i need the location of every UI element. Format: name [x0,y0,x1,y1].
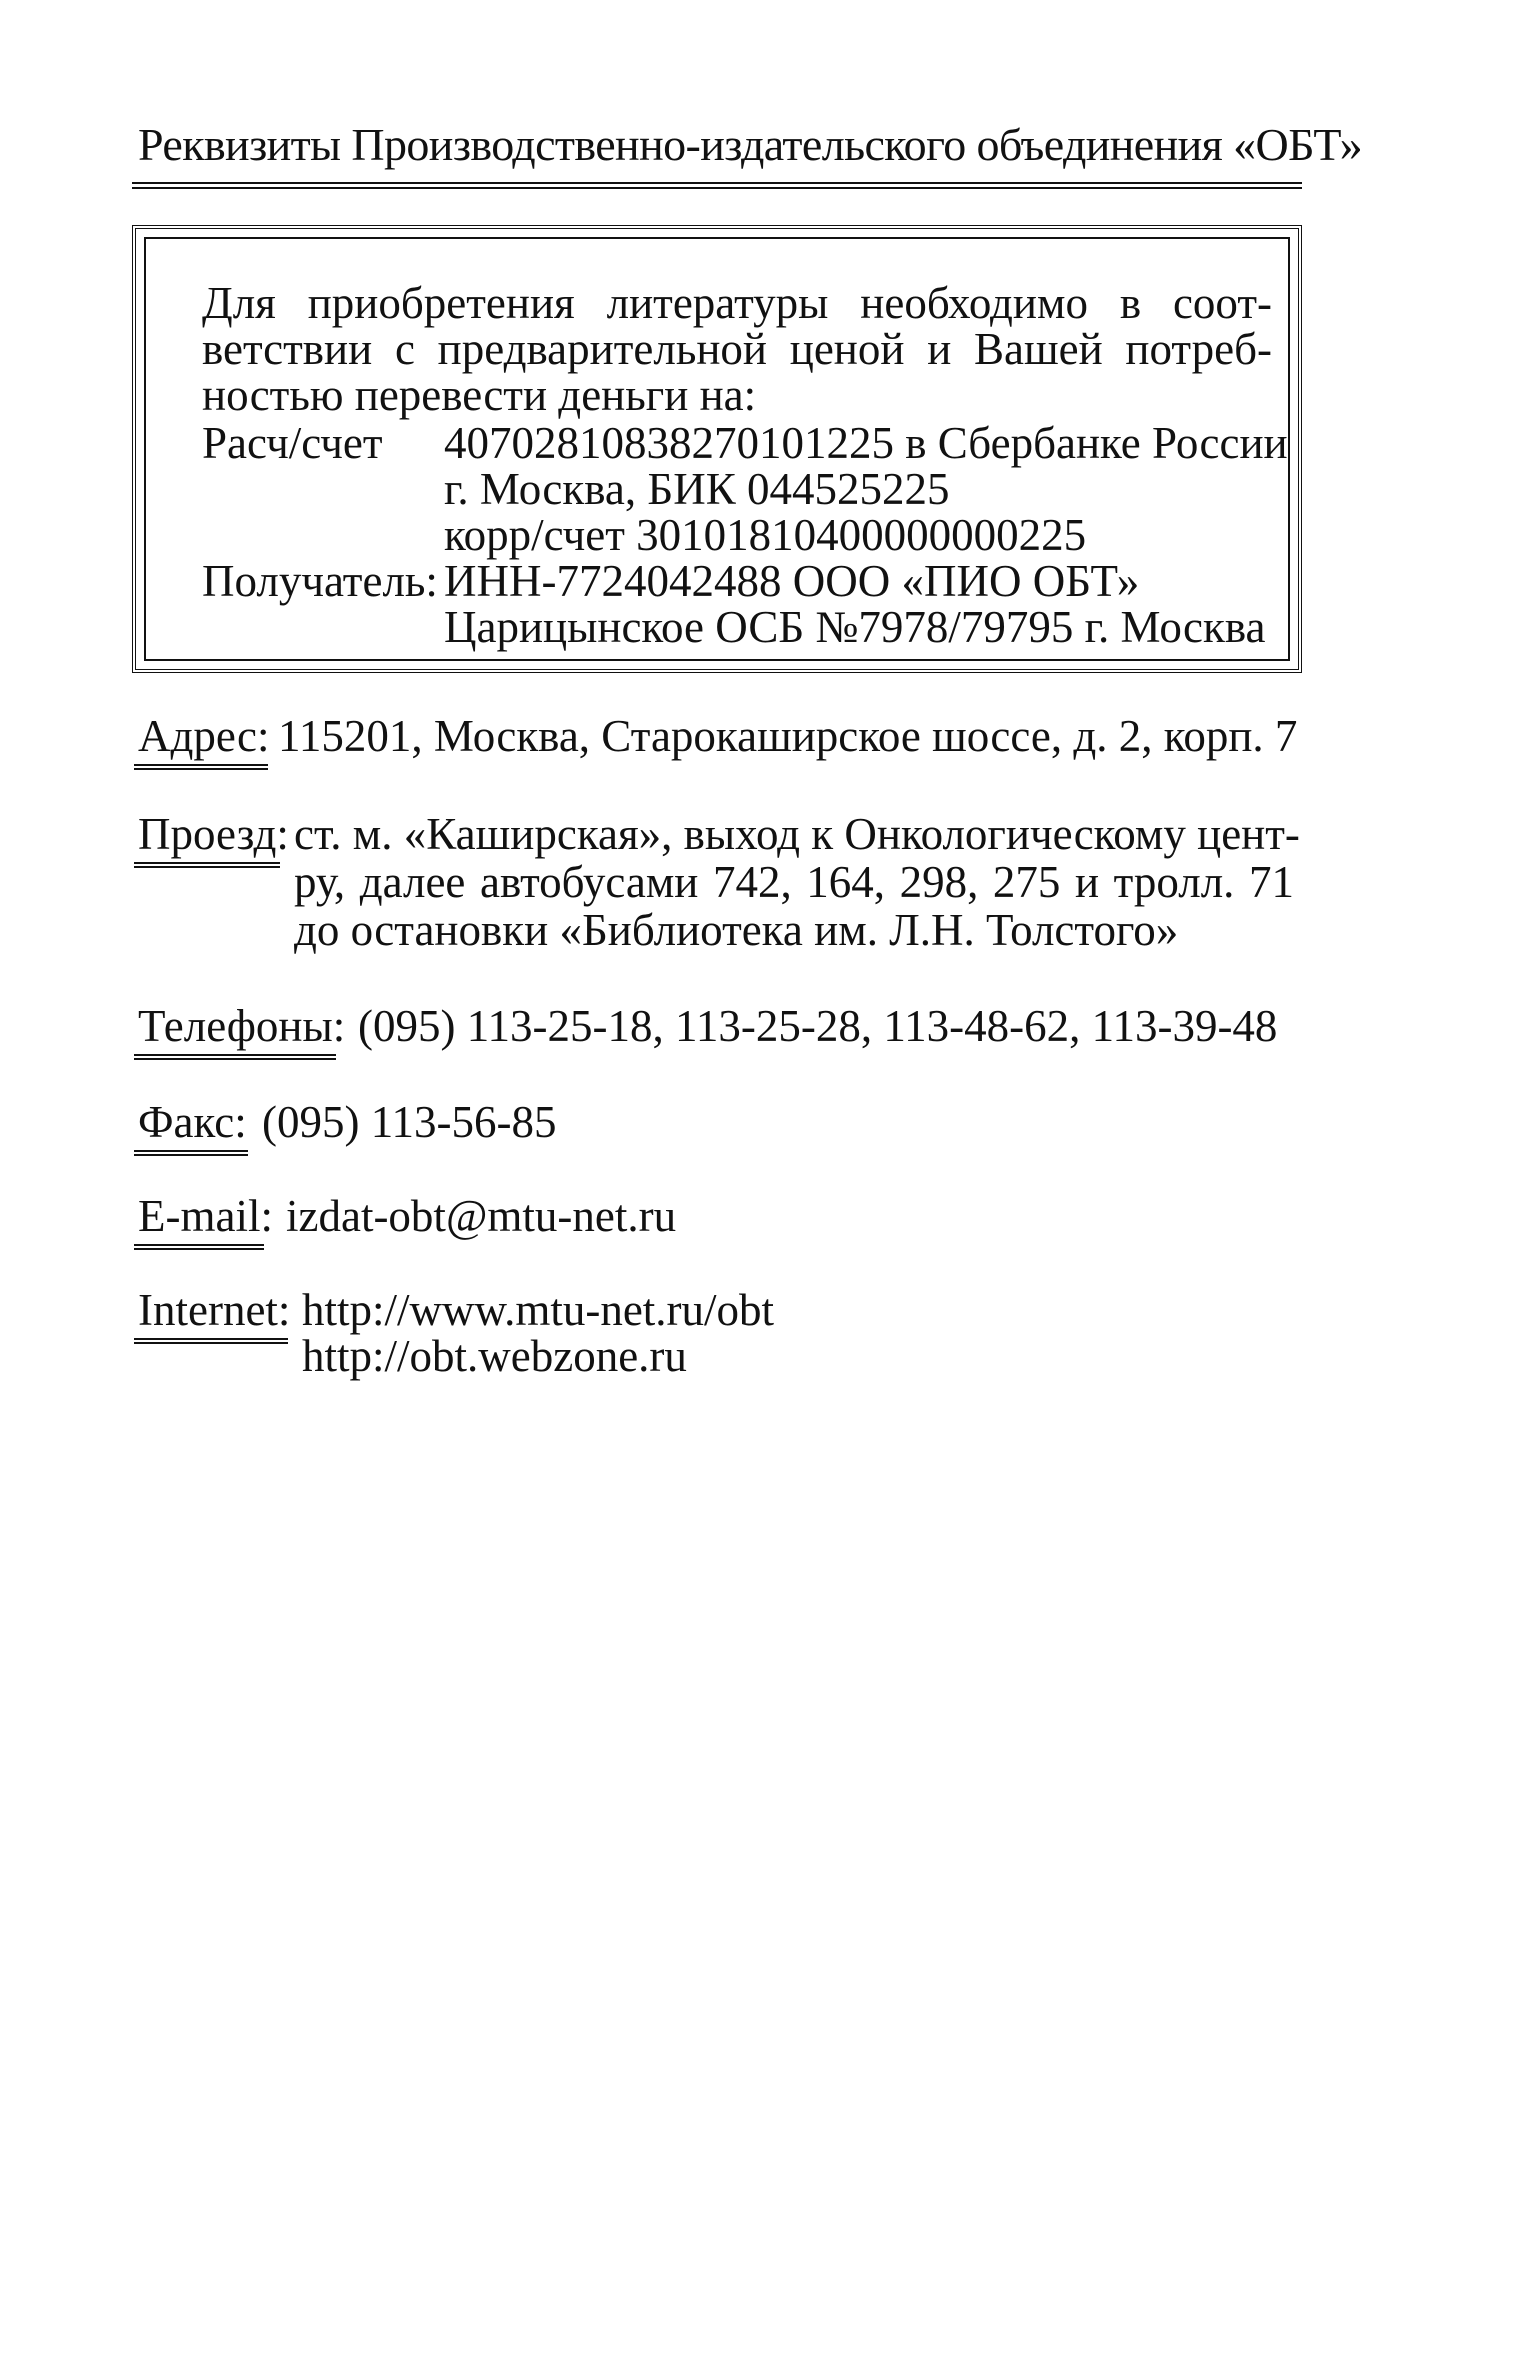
phones-label-underline [134,1054,336,1060]
directions-line-3: до остановки «Библиотека им. Л.Н. Толстого» [294,905,1179,955]
address-label-underline [134,764,268,770]
recipient-line-1: ИНН-7724042488 ООО «ПИО ОБТ» [444,556,1140,606]
fax-label: Факс: [138,1097,247,1147]
account-line-2: г. Москва, БИК 044525225 [444,464,950,514]
phones-value: (095) 113-25-18, 113-25-28, 113-48-62, 113-39-48 [358,1001,1278,1051]
internet-label-underline [134,1338,288,1344]
account-line-3: корр/счет 30101810400000000225 [444,510,1087,560]
title-double-rule [132,182,1302,189]
payment-details-box [132,225,1302,673]
internet-link-2[interactable]: http://obt.webzone.ru [302,1331,687,1381]
email-value: izdat-obt@mtu-net.ru [286,1191,677,1241]
directions-label-underline [134,862,280,868]
email-label: E-mail: [138,1191,273,1241]
fax-value: (095) 113-56-85 [262,1097,557,1147]
internet-label: Internet: [138,1285,291,1335]
phones-label: Телефоны: [138,1001,346,1051]
fax-label-underline [134,1150,248,1156]
email-label-underline [134,1244,264,1250]
payment-details-inner-frame [144,237,1290,661]
recipient-label: Получатель: [202,556,438,606]
recipient-line-2: Царицынское ОСБ №7978/79795 г. Москва [444,602,1266,652]
address-value: 115201, Москва, Старокаширское шоссе, д. 2, корп. 7 [278,711,1298,761]
page-title: Реквизиты Производственно-издательского объединения «ОБТ» [138,119,1363,170]
payment-intro-line-2: ветствии с предварительной ценой и Вашей потреб- [202,324,1272,374]
directions-line-2: ру, далее автобусами 742, 164, 298, 275 и тролл. 71 [294,857,1294,907]
directions-label: Проезд: [138,809,289,859]
internet-link-1[interactable]: http://www.mtu-net.ru/obt [302,1285,775,1335]
payment-intro-line-3: ностью перевести деньги на: [202,370,757,420]
account-label: Расч/счет [202,418,383,468]
payment-intro-line-1: Для приобретения литературы необходимо в соот- [202,278,1272,328]
directions-line-1: ст. м. «Каширская», выход к Онкологическому цент- [294,809,1300,859]
address-label: Адрес: [138,711,270,761]
account-line-1: 40702810838270101225 в Сбербанке России [444,418,1288,468]
